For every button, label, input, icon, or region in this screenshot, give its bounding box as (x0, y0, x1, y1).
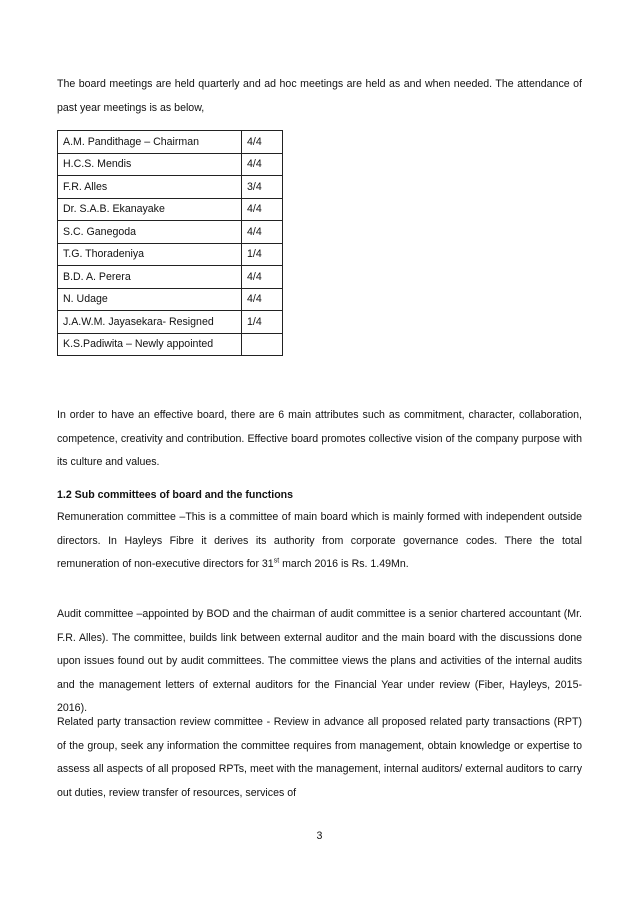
attendance-value: 1/4 (242, 243, 283, 266)
attendance-row (58, 131, 283, 154)
attendance-value: 4/4 (242, 288, 283, 311)
attendance-row (58, 153, 283, 176)
attendance-row (58, 266, 283, 289)
director-name: A.M. Pandithage – Chairman (58, 131, 242, 154)
remuneration-text: Remuneration committee –This is a committee of main board which is mainly formed with independent outside directors. In Hayleys Fibre it derives its authority from corporate governance codes. There the total remuneration of non-executive directors for 31 (57, 511, 582, 570)
attendance-value: 4/4 (242, 221, 283, 244)
director-name: Dr. S.A.B. Ekanayake (58, 198, 242, 221)
attendance-row (58, 288, 283, 311)
remuneration-superscript: st (273, 557, 280, 565)
intro-paragraph: The board meetings are held quarterly and ad hoc meetings are held as and when needed. The attendance of past year meetings is as below, (57, 78, 582, 114)
section-heading: 1.2 Sub committees of board and the functions (57, 489, 294, 501)
attendance-row (58, 333, 283, 356)
attendance-value: 4/4 (242, 131, 283, 154)
effective-board-paragraph: In order to have an effective board, there are 6 main attributes such as commitment, character, collaboration, competence, creativity and contribution. Effective board promotes collective vision of the company purpose with its culture and values. (57, 409, 582, 468)
attendance-value (242, 333, 283, 356)
attendance-value: 4/4 (242, 153, 283, 176)
attendance-row (58, 221, 283, 244)
attendance-row (58, 311, 283, 334)
attendance-row (58, 198, 283, 221)
attendance-value: 4/4 (242, 198, 283, 221)
director-name: H.C.S. Mendis (58, 153, 242, 176)
attendance-value: 4/4 (242, 266, 283, 289)
audit-committee-paragraph: Audit committee –appointed by BOD and the chairman of audit committee is a senior chartered accountant (Mr. F.R. Alles). The committee, builds link between external auditor and the main board with the discussions done upon issues found out by audit committees. The committee views the plans and activities of the internal audits and the management letters of external auditors for the Financial Year under review (Fiber, Hayleys, 2015-2016). (57, 608, 582, 714)
director-name: B.D. A. Perera (58, 266, 242, 289)
attendance-value: 1/4 (242, 311, 283, 334)
attendance-table (57, 130, 283, 356)
attendance-row (58, 243, 283, 266)
director-name: F.R. Alles (58, 176, 242, 199)
page-number: 3 (316, 830, 323, 842)
attendance-value: 3/4 (242, 176, 283, 199)
attendance-row (58, 176, 283, 199)
director-name: S.C. Ganegoda (58, 221, 242, 244)
director-name: K.S.Padiwita – Newly appointed (58, 333, 242, 356)
director-name: J.A.W.M. Jayasekara- Resigned (58, 311, 242, 334)
remuneration-paragraph (57, 506, 582, 577)
remuneration-text-end: march 2016 is Rs. 1.49Mn. (279, 558, 409, 570)
director-name: T.G. Thoradeniya (58, 243, 242, 266)
related-party-paragraph: Related party transaction review committee - Review in advance all proposed related party transactions (RPT) of the group, seek any information the committee requires from management, obtain knowledge or expertise to assess all aspects of all proposed RPTs, meet with the management, internal auditors/ external auditors to carry out duties, review transfer of resources, services of (57, 716, 582, 799)
director-name: N. Udage (58, 288, 242, 311)
